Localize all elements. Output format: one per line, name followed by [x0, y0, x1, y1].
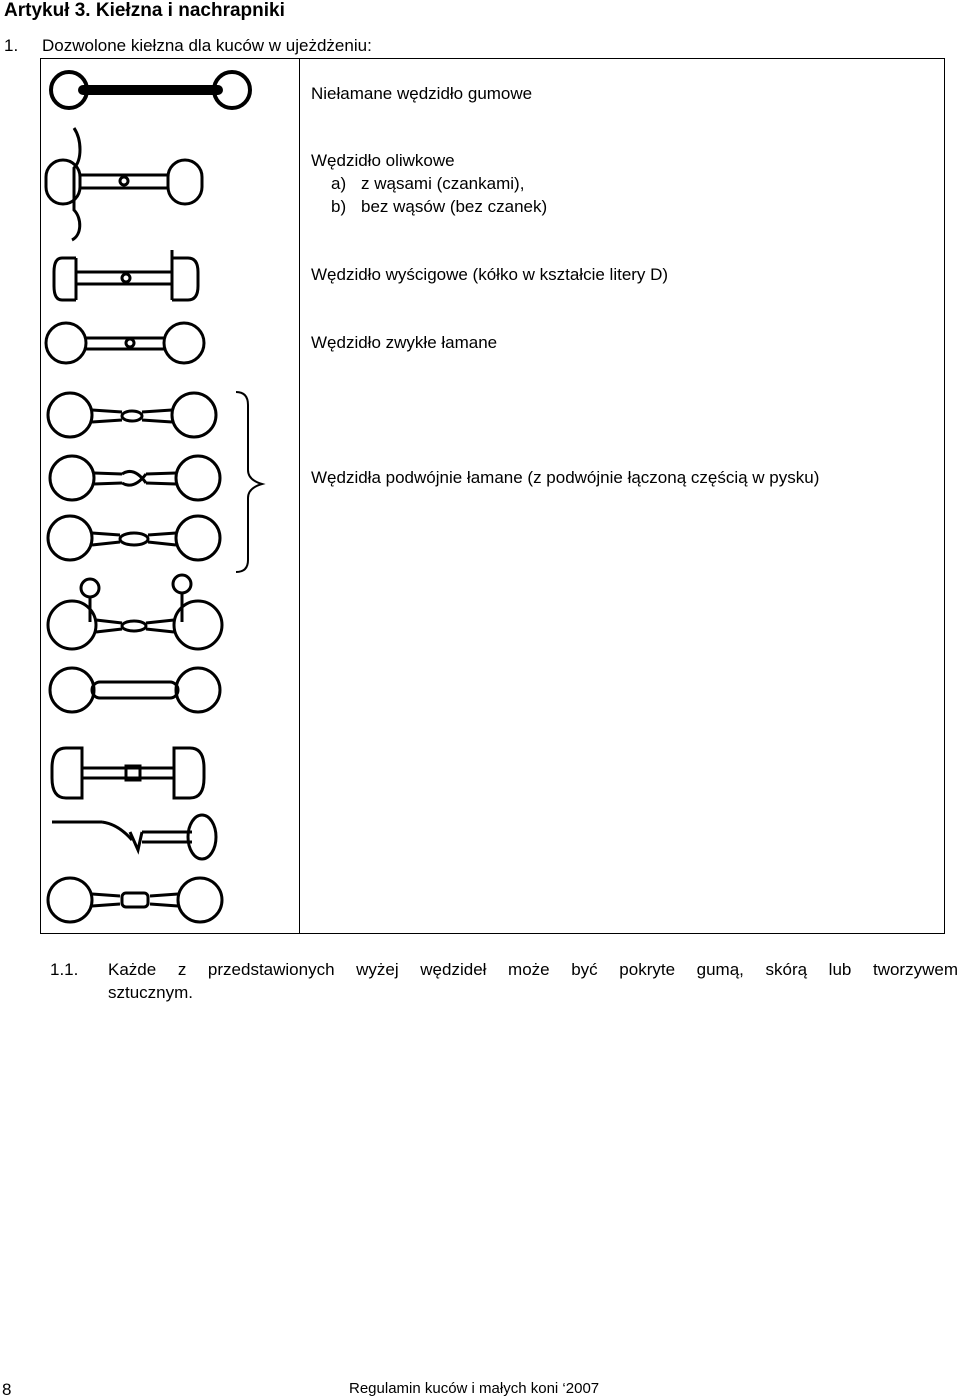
double-jointed-bit-3	[48, 516, 220, 560]
rubber-bit-label: Niełamane wędzidło gumowe	[311, 84, 533, 103]
snaffle-bit-illustration	[46, 323, 204, 363]
eggbutt-option-a	[311, 172, 547, 195]
article-heading: Artykuł 3. Kiełzna i nachrapniki	[4, 0, 285, 21]
eggbutt-d-bit-illustration	[52, 748, 204, 798]
hanging-cheek-bit-illustration	[48, 575, 222, 649]
footer-title: Regulamin kuców i małych koni ‘2007	[349, 1380, 600, 1397]
french-link-bit-illustration	[48, 878, 222, 922]
note-text-line2: sztucznym.	[108, 983, 194, 1002]
eggbutt-bit-title: Wędzidło oliwkowe	[311, 151, 455, 170]
option-b-text: bez wąsów (bez czanek)	[361, 197, 548, 216]
option-a-label: a)	[331, 174, 347, 193]
table-divider	[299, 58, 300, 934]
page-number: 8	[2, 1380, 12, 1399]
note-text-line1: Każde z przedstawionych wyżej wędzideł może być pokryte gumą, skórą lub tworzywem	[108, 960, 958, 979]
section-item	[4, 36, 372, 56]
rubber-bit-illustration	[51, 72, 250, 108]
double-jointed-bit-1	[48, 393, 216, 437]
section-number: 1.	[4, 36, 19, 55]
full-cheek-bit-illustration	[46, 128, 202, 240]
straight-bar-bit-illustration	[50, 668, 220, 712]
snaffle-bit-label: Wędzidło zwykłe łamane	[311, 333, 498, 352]
note-number: 1.1.	[50, 960, 79, 979]
racing-bit-label: Wędzidło wyścigowe (kółko w kształcie litery D)	[311, 265, 669, 284]
option-b-label: b)	[331, 197, 347, 216]
double-jointed-bit-2	[50, 456, 220, 500]
side-view-bit-illustration	[52, 815, 216, 859]
bits-illustrations	[42, 60, 298, 932]
d-ring-bit-illustration	[54, 250, 198, 300]
option-a-text: z wąsami (czankami),	[361, 174, 525, 193]
eggbutt-bit-description	[311, 149, 547, 218]
bracket-brace	[236, 392, 262, 572]
double-jointed-bit-label: Wędzidła podwójnie łamane (z podwójnie łączoną częścią w pysku)	[311, 468, 820, 487]
section-text: Dozwolone kiełzna dla kuców w ujeżdżeniu:	[42, 36, 372, 55]
eggbutt-option-b	[311, 195, 547, 218]
